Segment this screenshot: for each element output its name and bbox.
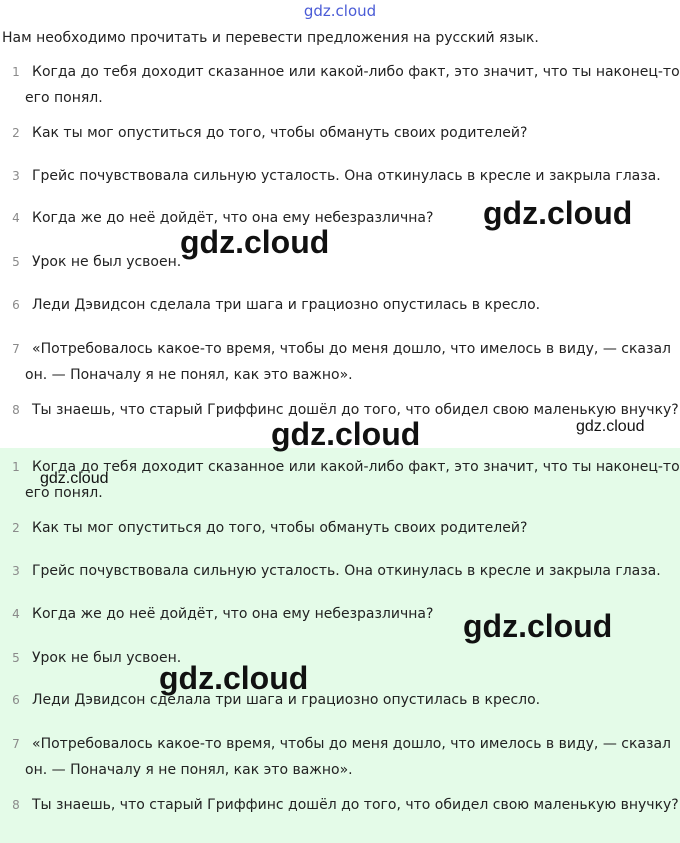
item-text: Как ты мог опуститься до того, чтобы обмануть своих родителей? — [32, 125, 528, 141]
item-text: Ты знаешь, что старый Гриффинс дошёл до того, что обидел свою маленькую внучку? — [32, 402, 679, 418]
item-text: Леди Дэвидсон сделала три шага и грациозно опустилась в кресло. — [32, 692, 541, 708]
item-number: 5 — [12, 651, 20, 665]
answer-block — [0, 448, 680, 843]
item-text: Леди Дэвидсон сделала три шага и грациозно опустилась в кресло. — [32, 297, 541, 313]
item-text: Когда же до неё дойдёт, что она ему небезразлична? — [32, 210, 434, 226]
item-text: Грейс почувствовала сильную усталость. Она откинулась в кресле и закрыла глаза. — [32, 563, 661, 579]
watermark: gdz.cloud — [159, 660, 309, 696]
item-text: Когда же до неё дойдёт, что она ему небезразлична? — [32, 606, 434, 622]
item-number: 7 — [12, 737, 20, 751]
item-number: 4 — [12, 607, 20, 621]
item-number: 8 — [12, 798, 20, 812]
item-text: Грейс почувствовала сильную усталость. Она откинулась в кресле и закрыла глаза. — [32, 168, 661, 184]
watermark: gdz.cloud — [483, 195, 633, 231]
item-text: Как ты мог опуститься до того, чтобы обмануть своих родителей? — [32, 520, 528, 536]
item-text: «Потребовалось какое-то время, чтобы до меня дошло, что имелось в виду, — сказал он. — Поначалу я не понял, как это важно». — [25, 736, 671, 778]
item-number: 3 — [12, 564, 20, 578]
item-text: Когда до тебя доходит сказанное или какой-либо факт, это значит, что ты наконец-то его понял. — [25, 459, 680, 501]
item-number: 7 — [12, 342, 20, 356]
item-number: 1 — [12, 65, 20, 79]
item-number: 2 — [12, 126, 20, 140]
watermark: gdz.cloud — [40, 470, 109, 487]
item-text: «Потребовалось какое-то время, чтобы до меня дошло, что имелось в виду, — сказал он. — Поначалу я не понял, как это важно». — [25, 341, 671, 383]
item-number: 5 — [12, 255, 20, 269]
item-text: Урок не был усвоен. — [32, 650, 182, 666]
watermark: gdz.cloud — [576, 418, 645, 435]
item-number: 6 — [12, 693, 20, 707]
item-text: Когда до тебя доходит сказанное или какой-либо факт, это значит, что ты наконец-то его понял. — [25, 64, 680, 106]
item-number: 8 — [12, 403, 20, 417]
item-number: 6 — [12, 298, 20, 312]
item-number: 2 — [12, 521, 20, 535]
intro-text: Нам необходимо прочитать и перевести предложения на русский язык. — [2, 30, 539, 46]
item-number: 3 — [12, 169, 20, 183]
item-number: 4 — [12, 211, 20, 225]
watermark: gdz.cloud — [180, 224, 330, 260]
site-logo[interactable]: gdz.cloud — [303, 2, 377, 20]
item-text: Ты знаешь, что старый Гриффинс дошёл до того, что обидел свою маленькую внучку? — [32, 797, 679, 813]
watermark: gdz.cloud — [463, 608, 613, 644]
watermark: gdz.cloud — [271, 416, 421, 452]
item-text: Урок не был усвоен. — [32, 254, 182, 270]
item-number: 1 — [12, 460, 20, 474]
